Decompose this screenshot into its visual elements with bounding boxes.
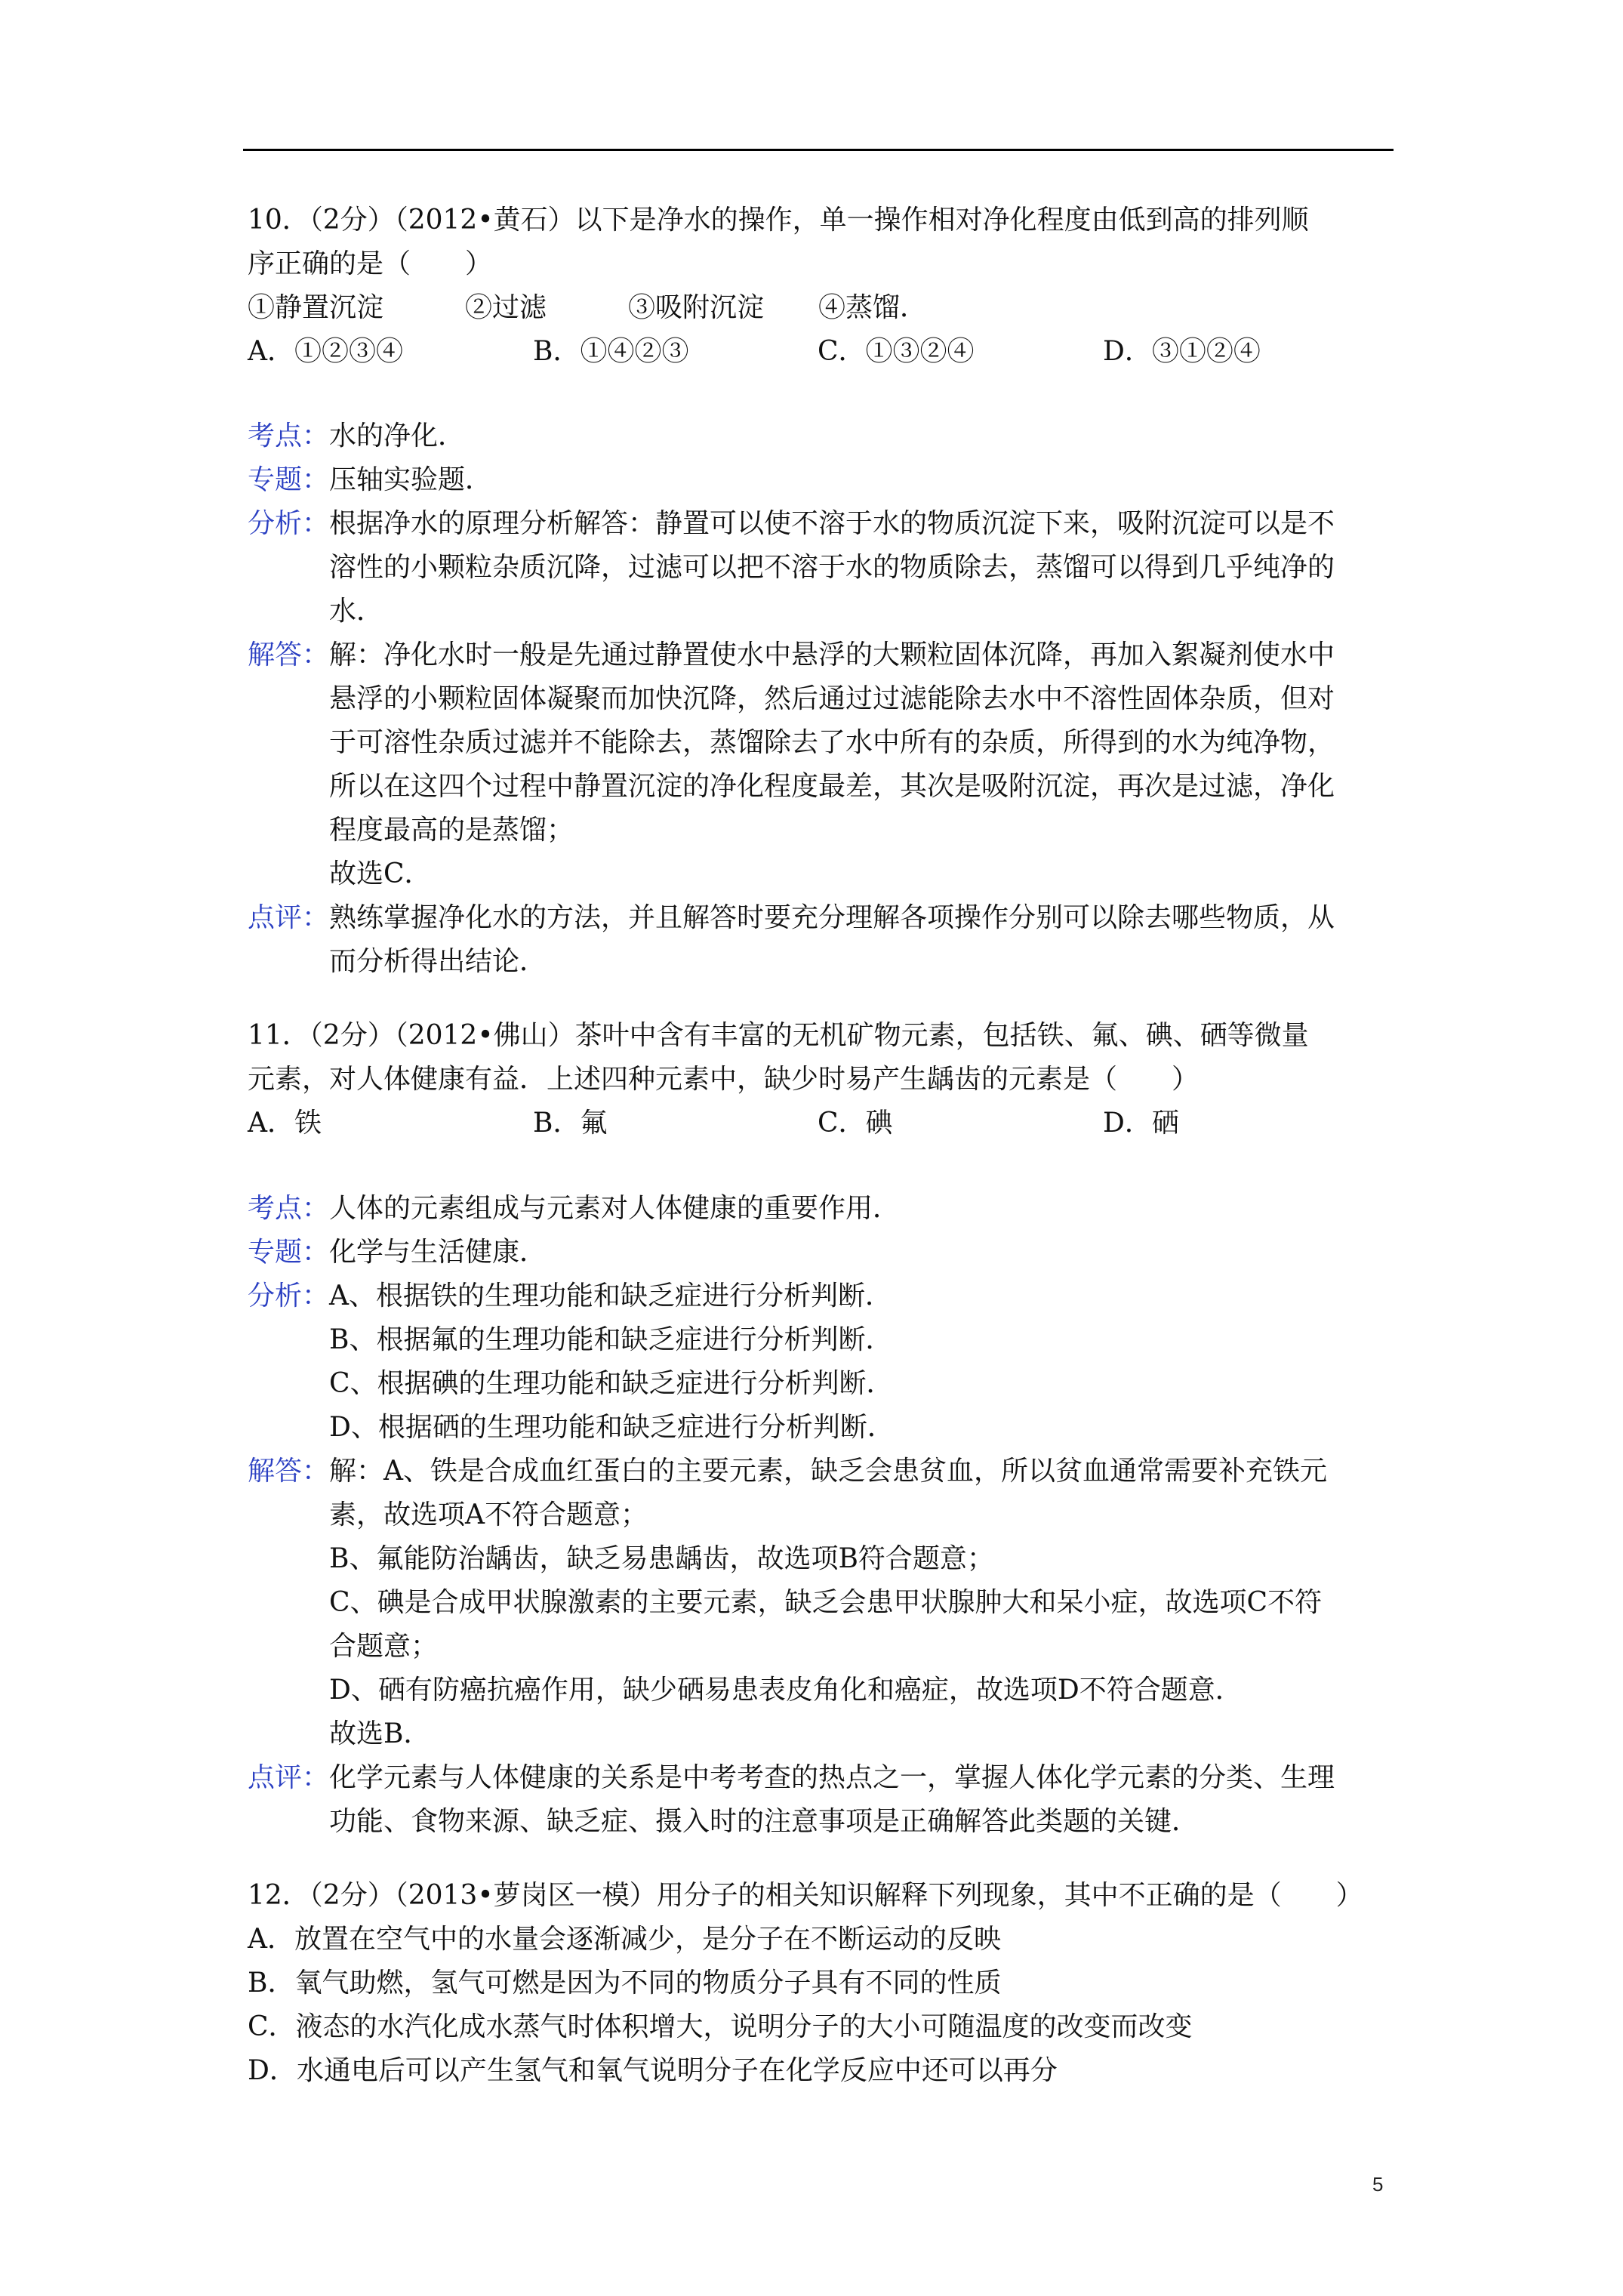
section-text: C、碘是合成甲状腺激素的主要元素，缺乏会患甲状腺肿大和呆小症，故选项C不符 (329, 1587, 1323, 1618)
question-11 (248, 1014, 1395, 1145)
question-stem: 11．（2分）（2012•佛山）茶叶中含有丰富的无机矿物元素，包括铁、氟、碘、硒等微量 (248, 1020, 1309, 1051)
section-jieda (248, 1450, 1395, 1756)
question-stem: 序正确的是（ ） (248, 248, 493, 279)
section-text: 化学与生活健康． (329, 1237, 547, 1268)
option-b: B．氧气助燃，氢气可燃是因为不同的物质分子具有不同的性质 (248, 1968, 1002, 1999)
section-text: B、根据氟的生理功能和缺乏症进行分析判断． (329, 1324, 893, 1355)
page-number: 5 (1372, 2173, 1384, 2196)
section-text: 化学元素与人体健康的关系是中考考查的热点之一，掌握人体化学元素的分类、生理 (329, 1762, 1335, 1793)
section-label: 解答： (248, 639, 330, 670)
section-dianping (248, 1756, 1395, 1844)
section-text: 素，故选项A不符合题意； (329, 1499, 648, 1530)
section-kaodian (248, 1187, 1395, 1231)
header-rule (243, 149, 1394, 151)
section-text: 溶性的小颗粒杂质沉降，过滤可以把不溶于水的物质除去，蒸馏可以得到几乎纯净的 (329, 552, 1335, 583)
section-text: 故选B． (329, 1718, 431, 1749)
option-b: B．①④②③ (533, 336, 689, 367)
section-dianping (248, 896, 1395, 984)
section-label: 专题： (248, 1237, 330, 1268)
section-label: 考点： (248, 1193, 330, 1224)
section-text: C、根据碘的生理功能和缺乏症进行分析判断． (329, 1368, 894, 1399)
answer-options (248, 330, 1395, 374)
option-d: D．水通电后可以产生氢气和氧气说明分子在化学反应中还可以再分 (248, 2055, 1058, 2086)
section-text: 程度最高的是蒸馏； (329, 815, 574, 846)
section-label: 考点： (248, 421, 330, 451)
option-d: D．③①②④ (1103, 336, 1261, 367)
section-text: D、硒有防癌抗癌作用，缺少硒易患表皮角化和癌症，故选项D不符合题意． (329, 1675, 1243, 1706)
section-text: 故选C． (329, 858, 432, 889)
option-b: B．氟 (533, 1108, 608, 1139)
section-label: 解答： (248, 1456, 330, 1487)
option-d: D．硒 (1103, 1108, 1179, 1139)
section-fenxi (248, 502, 1395, 633)
section-text: A、根据铁的生理功能和缺乏症进行分析判断． (329, 1281, 892, 1311)
section-text: 水． (329, 596, 384, 627)
section-text: 解：A、铁是合成血红蛋白的主要元素，缺乏会患贫血，所以贫血通常需要补充铁元 (329, 1456, 1327, 1487)
question-10 (248, 199, 1395, 374)
section-label: 点评： (248, 902, 330, 933)
option-a: A．①②③④ (248, 336, 403, 367)
section-text: D、根据硒的生理功能和缺乏症进行分析判断． (329, 1412, 895, 1443)
section-text: 根据净水的原理分析解答：静置可以使不溶于水的物质沉淀下来，吸附沉淀可以是不 (329, 508, 1335, 539)
section-zhuanti (248, 458, 1395, 502)
section-text: 熟练掌握净化水的方法，并且解答时要充分理解各项操作分别可以除去哪些物质，从 (329, 902, 1335, 933)
section-text: 人体的元素组成与元素对人体健康的重要作用． (329, 1193, 901, 1224)
section-text: 压轴实验题． (329, 464, 493, 495)
question-stem: 12．（2分）（2013•萝岗区一模）用分子的相关知识解释下列现象，其中不正确的是（ ） (248, 1880, 1363, 1911)
section-text: 悬浮的小颗粒固体凝聚而加快沉降，然后通过过滤能除去水中不溶性固体杂质，但对 (329, 683, 1335, 714)
section-text: 功能、食物来源、缺乏症、摄入时的注意事项是正确解答此类题的关键． (329, 1806, 1200, 1837)
section-kaodian (248, 415, 1395, 458)
section-text: 水的净化． (329, 421, 466, 451)
question-items: ①静置沉淀 ②过滤 ③吸附沉淀 ④蒸馏． (248, 292, 928, 323)
section-text: 合题意； (329, 1631, 439, 1662)
section-fenxi (248, 1274, 1395, 1450)
option-a: A．铁 (248, 1108, 322, 1139)
option-c: C．①③②④ (818, 336, 975, 367)
section-text: B、氟能防治龋齿，缺乏易患龋齿，故选项B符合题意； (329, 1543, 994, 1574)
solution-10 (248, 415, 1395, 984)
section-jieda (248, 633, 1395, 896)
section-text: 解：净化水时一般是先通过静置使水中悬浮的大颗粒固体沉降，再加入絮凝剂使水中 (329, 639, 1335, 670)
section-label: 点评： (248, 1762, 330, 1793)
section-label: 分析： (248, 508, 330, 539)
section-label: 专题： (248, 464, 330, 495)
option-c: C．碘 (818, 1108, 893, 1139)
section-text: 所以在这四个过程中静置沉淀的净化程度最差，其次是吸附沉淀，再次是过滤，净化 (329, 771, 1335, 802)
section-text: 于可溶性杂质过滤并不能除去，蒸馏除去了水中所有的杂质，所得到的水为纯净物， (329, 727, 1335, 758)
question-stem: 元素，对人体健康有益．上述四种元素中，缺少时易产生龋齿的元素是（ ） (248, 1064, 1200, 1095)
question-12 (248, 1874, 1395, 2093)
question-stem: 10．（2分）（2012•黄石）以下是净水的操作，单一操作相对净化程度由低到高的排列顺 (248, 205, 1309, 236)
answer-options (248, 1102, 1395, 1145)
section-zhuanti (248, 1231, 1395, 1274)
section-text: 而分析得出结论． (329, 946, 547, 977)
section-label: 分析： (248, 1281, 330, 1311)
option-a: A．放置在空气中的水量会逐渐减少，是分子在不断运动的反映 (248, 1924, 1001, 1955)
option-c: C．液态的水汽化成水蒸气时体积增大，说明分子的大小可随温度的改变而改变 (248, 2011, 1193, 2042)
solution-11 (248, 1187, 1395, 1844)
